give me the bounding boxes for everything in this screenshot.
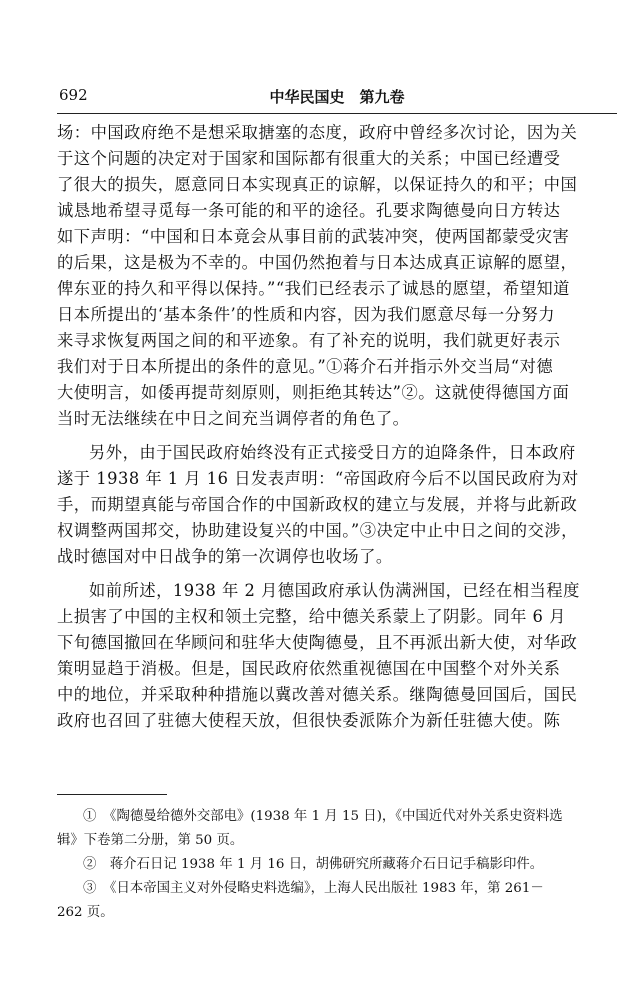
- footnote-3-cont: 262 页。: [57, 905, 114, 920]
- body-line: 场：中国政府绝不是想采取搪塞的态度，政府中曾经多次讨论，因为关: [57, 123, 578, 142]
- footnote-1: ① 《陶德曼给德外交部电》(1938 年 1 月 15 日)，《中国近代对外关系史资料选: [83, 809, 563, 824]
- paragraph-first-line: 另外，由于国民政府始终没有正式接受日方的迫降条件，日本政府: [89, 443, 576, 462]
- footnote-rule: [57, 794, 167, 795]
- body-line: 俾东亚的持久和平得以保持。”“我们已经表示了诚恳的愿望，希望知道: [57, 279, 570, 298]
- running-title: 中华民国史 第九卷: [269, 88, 405, 106]
- paragraph-first-line: 如前所述，1938 年 2 月德国政府承认伪满洲国，已经在相当程度: [89, 581, 580, 600]
- body-line: 中的地位，并采取种种措施以冀改善对德关系。继陶德曼回国后，国民: [57, 685, 578, 704]
- header-rule: [57, 113, 617, 114]
- body-line: 上损害了中国的主权和领土完整，给中德关系蒙上了阴影。同年 6 月: [57, 607, 566, 626]
- body-line: 下旬德国撤回在华顾问和驻华大使陶德曼，且不再派出新大使，对华政: [57, 633, 578, 652]
- footnote-1-cont: 辑》下卷第二分册，第 50 页。: [57, 833, 244, 848]
- body-line: 于这个问题的决定对于国家和国际都有很重大的关系；中国已经遭受: [57, 149, 561, 168]
- body-line: 当时无法继续在中日之间充当调停者的角色了。: [57, 409, 410, 428]
- body-line: 日本所提出的‘基本条件’的性质和内容，因为我们愿意尽每一分努力: [57, 305, 556, 324]
- body-line: 手，而期望真能与帝国合作的中国新政权的建立与发展，并将与此新政: [57, 495, 578, 514]
- paragraph-gap: [57, 570, 617, 578]
- footnote-2: ② 蒋介石日记 1938 年 1 月 16 日，胡佛研究所藏蒋介石日记手稿影印件。: [83, 857, 544, 872]
- body-line: 遂于 1938 年 1 月 16 日发表声明：“帝国政府今后不以国民政府为对: [57, 469, 579, 488]
- footnote-3: ③ 《日本帝国主义对外侵略史料选编》，上海人民出版社 1983 年，第 261－: [83, 881, 544, 896]
- body-line: 了很大的损失，愿意同日本实现真正的谅解，以保证持久的和平；中国: [57, 175, 578, 194]
- body-line: 如下声明：“中国和日本竟会从事目前的武装冲突，使两国都蒙受灾害: [57, 227, 570, 246]
- body-line: 策明显趋于消极。但是，国民政府依然重视德国在中国整个对外关系: [57, 659, 561, 678]
- page-header: [57, 86, 617, 108]
- body-text: [57, 120, 617, 734]
- body-line: 政府也召回了驻德大使程天放，但很快委派陈介为新任驻德大使。陈: [57, 711, 561, 730]
- footnotes: [57, 805, 617, 925]
- body-line: 诚恳地希望寻觅每一条可能的和平的途径。孔要求陶德曼向日方转达: [57, 201, 561, 220]
- body-line: 权调整两国邦交，协助建设复兴的中国。”③决定中止中日之间的交涉，: [57, 521, 578, 540]
- body-line: 的后果，这是极为不幸的。中国仍然抱着与日本达成真正谅解的愿望，: [57, 253, 578, 272]
- body-line: 我们对于日本所提出的条件的意见。”①蒋介石并指示外交当局“对德: [57, 357, 554, 376]
- body-line: 战时德国对中日战争的第一次调停也收场了。: [57, 547, 393, 566]
- body-line: 大使明言，如倭再提苛刻原则，则拒绝其转达”②。这就使得德国方面: [57, 383, 570, 402]
- paragraph-gap: [57, 432, 617, 440]
- page-number: 692: [59, 86, 88, 104]
- body-line: 来寻求恢复两国之间的和平迹象。有了补充的说明，我们就更好表示: [57, 331, 561, 350]
